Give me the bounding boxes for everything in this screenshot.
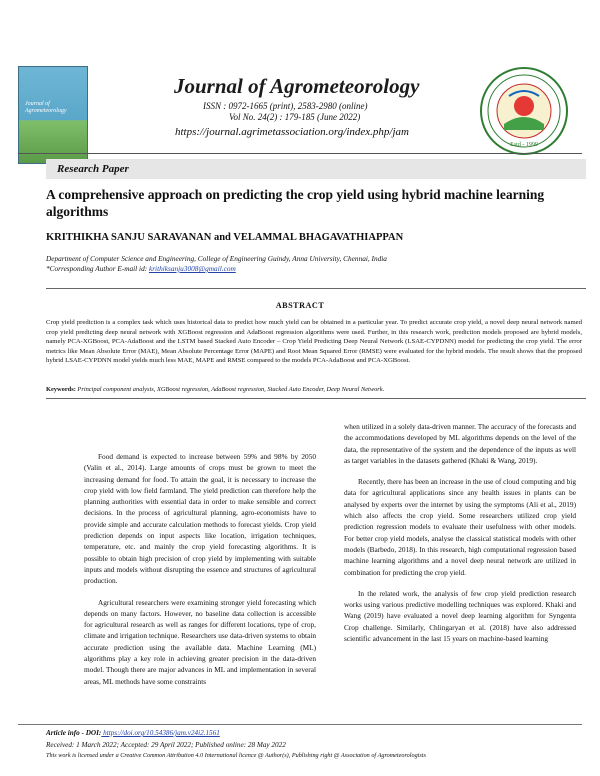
paragraph: when utilized in a solely data-driven manner. The accuracy of the forecasts and the accommodations developed by ML algorithms depends on the level of the data, the representative of the system and the dependence of the inputs as well as target variables in the datasets gathered (Khaki & Wang, 2019). xyxy=(344,422,576,465)
abstract-text: Crop yield prediction is a complex task which uses historical data to predict how much yield can be obtained in a particular year. To predict accurate crop yield, a novel deep neural network named crop yield predicting deep neural network with XGBoost regression and AdaBoost regression algorithms were used. Further, in this research work, prediction models proposed are hybrid models, namely PCA-XGBoost, PCA-AdaBoost and the LSTM based Stacked Auto Encoder – Crop Yield Predicting Deep Neural Network (LSAE-CYPDNN) model for predicting the crop yield. The error metrics like Mean Absolute Error (MAE), Mean Absolute Percentage Error (MAPE) and Root Mean Squared Error (RMSE) were evaluated for the hybrid models. The result shows that the proposed hybrid LSAE-CYPDNN model yields much less MAE, MAPE and RMSE compared to the models PCA-AdaBoost and PCA-XGBoost. xyxy=(46,319,582,365)
paragraph: Food demand is expected to increase between 59% and 98% by 2050 (Valin et al., 2014). Large amounts of crops must be grown to meet the increasing demand for food. To attain the goal, it is necessary to increase the crop yield with low field farmland. The yield prediction can therefore help the planning authorities with essential data in order to make sensible and correct decisions. In the process of agricultural planning, agro-economists have to provide simple and accurate calculation methods to forecast yields. Crop yield prediction depends on input aspects like location, irrigation techniques, temperature, etc. and mainly the crop yield forecasting algorithms. It is possible to obtain high precision of crop yield by implementing with suitable inputs and models without disrupting the essence and structures of agricultural production. xyxy=(84,452,316,586)
authors: KRITHIKHA SANJU SARAVANAN and VELAMMAL BHAGAVATHIAPPAN xyxy=(46,232,404,243)
footer-divider xyxy=(18,724,582,725)
keywords-label: Keywords: xyxy=(46,386,76,393)
email-link[interactable]: krithiksanju3008@gmail.com xyxy=(148,264,236,273)
keywords-text: Principal component analysis, XGBoost regression, AdaBoost regression, Stacked Auto Encoder, Deep Neural Network. xyxy=(75,386,385,393)
affiliation-block xyxy=(46,254,546,274)
header-divider xyxy=(18,153,582,154)
corresponding-author xyxy=(46,264,546,274)
paragraph: Agricultural researchers were examining stronger yield forecasting which depends on many factors. However, no baseline data collection is accessible for agricultural research as well as ranges for different locations, type of crop, climate and irrigation technique. Researchers use data-driven systems to obtain accurate prediction using the available data. Machine Learning (ML) algorithms play a key role in achieving greater precision in the data-driven model. Though there are major advances in ML and implementation in several areas, ML methods have some constraints xyxy=(84,597,316,686)
paper-type: Research Paper xyxy=(57,163,129,175)
doi-link[interactable]: https://doi.org/10.54386/jam.v24i2.1561 xyxy=(101,729,220,737)
abstract-top-divider xyxy=(46,288,586,289)
license-note: This work is licensed under a Creative Common Attribution 4.0 International licence @ Author(s), Publishing right @ Association of Agrometeorologists xyxy=(46,752,426,759)
journal-cover-thumbnail xyxy=(18,66,88,164)
issn: ISSN : 0972-1665 (print), 2583-2980 (online) xyxy=(203,101,368,111)
volume-info: Vol No. 24(2) : 179-185 (June 2022) xyxy=(229,112,361,122)
corresponding-label: *Corresponding Author E-mail id: xyxy=(46,264,149,273)
body-column-left xyxy=(84,451,316,697)
cover-title: Journal of Agrometeorology xyxy=(25,101,67,114)
paragraph: Recently, there has been an increase in the use of cloud computing and big data for agricultural applications since any health issues in plants can be analysed by experts over the internet by using the symptoms (Ali et al., 2019) which also affects the crop yield. Some researchers utilized crop yield prediction regression models to evaluate their usefulness with other models. For better crop yield models, analyse the classical statistical models with other models (Barbedo, 2018). In this research, high computational regression based machine learning algorithms and a novel deep neural network are utilized in combination for predicting the crop yield. xyxy=(344,477,576,577)
affiliation: Department of Computer Science and Engineering, College of Engineering Guindy, Anna University, Chennai, India xyxy=(46,254,387,263)
article-title: A comprehensive approach on predicting the crop yield using hybrid machine learning algorithms xyxy=(46,187,545,219)
seal-year: Estd - 1999 xyxy=(510,142,538,148)
article-info-label: Article info - DOI: xyxy=(46,729,102,737)
association-seal-logo xyxy=(479,66,569,156)
body-column-right xyxy=(344,421,576,654)
article-dates: Received: 1 March 2022; Accepted: 29 April 2022; Published online: 28 May 2022 xyxy=(46,741,286,749)
article-info xyxy=(46,729,220,737)
keywords xyxy=(46,386,582,393)
abstract-heading: ABSTRACT xyxy=(275,301,325,310)
abstract-bottom-divider xyxy=(46,398,586,399)
journal-url[interactable]: https://journal.agrimetassociation.org/index.php/jam xyxy=(175,126,409,138)
paragraph: In the related work, the analysis of few crop yield prediction research works using various predictive modelling techniques was explored. Khaki and Wang (2019) have evaluated a novel deep learning algorithm for Syngenta Crop challenge. Similarly, Chlingaryan et al. (2018) have also addressed scientific advancement in the last 15 years on machine-based learning xyxy=(344,588,576,644)
journal-title: Journal of Agrometeorology xyxy=(174,74,420,98)
